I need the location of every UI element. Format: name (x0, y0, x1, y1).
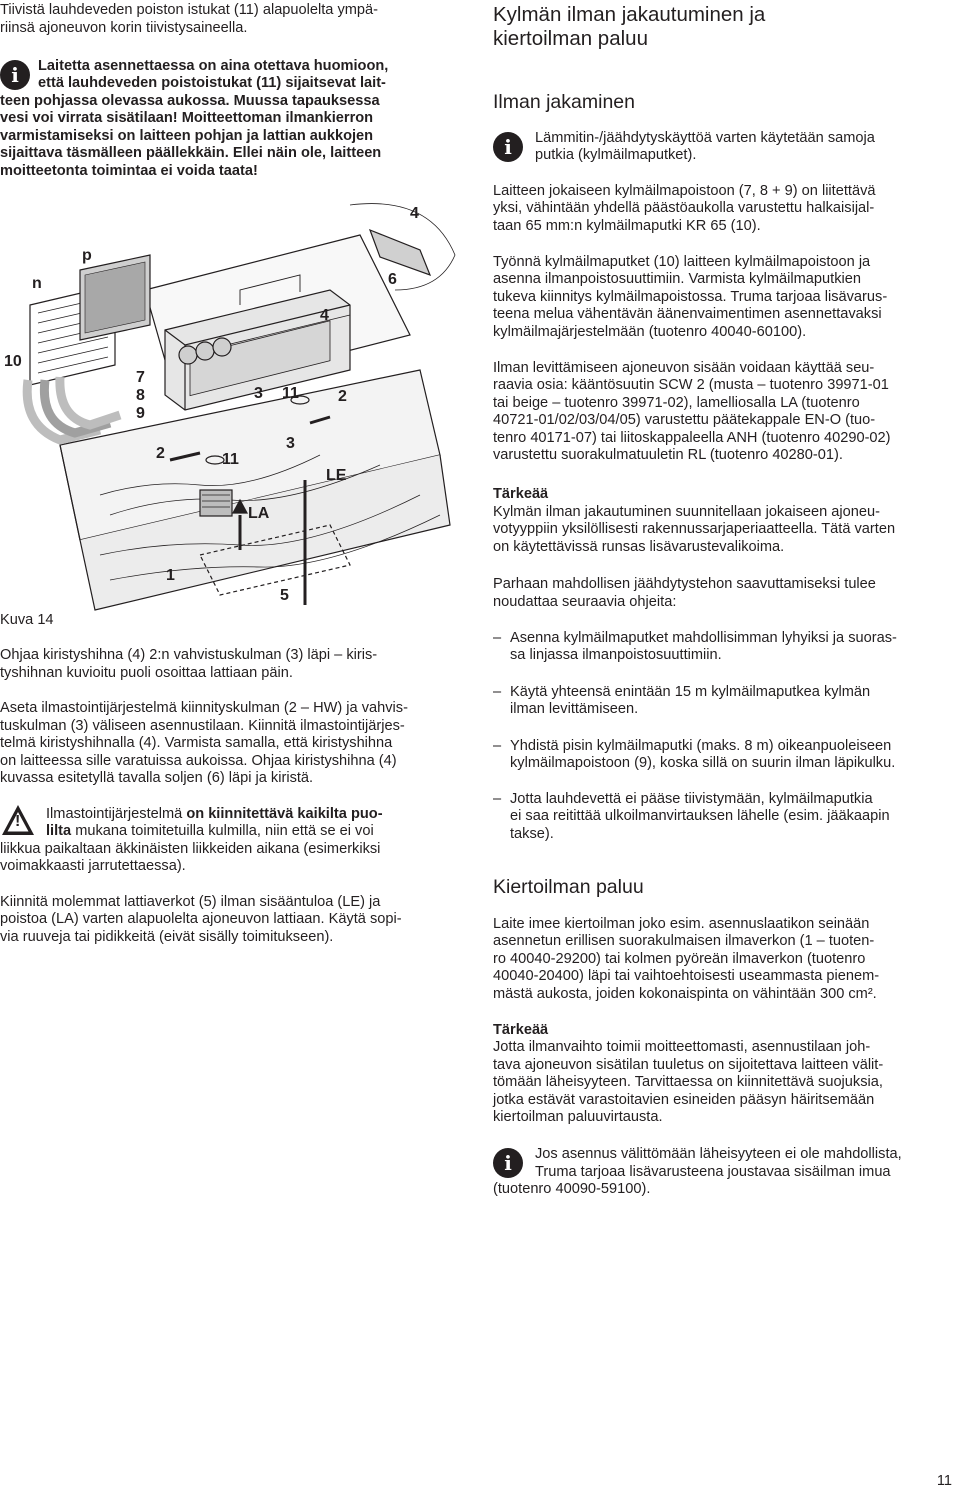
figure-label-3-top: 3 (254, 385, 263, 402)
important1-line-1: Kylmän ilman jakautuminen suunnitellaan jokaiseen ajoneu- (493, 504, 880, 520)
para1-line-1: Ohjaa kiristyshihna (4) 2:n vahvistuskulman (3) läpi – kiris- (0, 647, 378, 663)
p2-line-3: tukeva kiinnitys kylmäilmapoistossa. Truma tarjoaa lisävarus- (493, 289, 888, 305)
para3-line-2: poistoa (LA) varten alapuolelta ajoneuvon lattiaan. Käytä sopi- (0, 911, 402, 927)
p3-line-5: tenro 40171-07) tai liitoskappaleella ANH (tuotenro 40290-02) (493, 430, 891, 446)
p3-line-6: varustettu suorakulmatuuletin RL (tuotenro 40280-01). (493, 447, 843, 463)
warning-icon (0, 803, 36, 837)
intro-line-1: Tiivistä lauhdeveden poiston istukat (11) alapuolelta ympä- (0, 2, 379, 18)
figure-label-n: n (32, 275, 42, 292)
p5-line-1: Laite imee kiertoilman joko esim. asennuslaatikon seinään (493, 916, 870, 932)
figure-label-1: 1 (166, 567, 175, 584)
p5-line-3: ro 40040-29200) tai kolmen pyöreän ilmaverkon (tuotenro (493, 951, 866, 967)
info-bold-line-7: moitteetonta toimintaa ei voida taata! (0, 163, 258, 179)
para2-line-2: tuskulman (3) väliseen asennustilaan. Kiinnitä ilmastointijärjes- (0, 718, 405, 734)
subheading-return-air: Kiertoilman paluu (493, 876, 644, 898)
list-item (493, 630, 959, 665)
figure-caption: Kuva 14 (0, 612, 54, 628)
p2-line-5: kylmäilmajärjestelmään (tuotenro 40040-60100). (493, 324, 807, 340)
bullet-3-line-1: Yhdistä pisin kylmäilmaputki (maks. 8 m) oikeanpuoleiseen (510, 738, 892, 754)
info-icon: i (493, 1148, 523, 1178)
installation-figure (0, 195, 466, 615)
figure-label-11-top: 11 (282, 385, 299, 402)
p4-line-2: noudattaa seuraavia ohjeita: (493, 594, 677, 610)
important2-line-3: tömään läheisyyteen. Tarvittaessa on kiinnitettävä suojuksia, (493, 1074, 883, 1090)
para2-line-4: on laitteessa sille varatuissa aukoissa. Ohjaa kiristyshihna (4) (0, 753, 397, 769)
info2-line-2: Truma tarjoaa lisävarusteena joustavaa sisäilman imua (535, 1164, 891, 1180)
important2-line-2: tava ajoneuvon sisätilan tuuletus on sijoitettava laitteen välit- (493, 1057, 884, 1073)
dash-marker: – (493, 738, 502, 754)
p1-line-3: taan 65 mm:n kylmäilmaputki KR 65 (10). (493, 218, 761, 234)
figure-label-p: p (82, 247, 92, 264)
info1-line-2: putkia (kylmäilmaputket). (535, 147, 697, 163)
p2-line-4: teena melua vähentävän äänenvaimentimen asennettavaksi (493, 306, 882, 322)
para3-line-3: via ruuveja tai pidikkeitä (eivät sisälly toimitukseen). (0, 929, 334, 945)
info-icon: i (493, 132, 523, 162)
p5-line-4: 40040-20400) läpi tai vaihtoehtoisesti useammasta pienem- (493, 968, 880, 984)
dash-marker: – (493, 630, 502, 646)
para1-line-2: tyshihnan kuvioitu puoli osoittaa lattiaan päin. (0, 665, 293, 681)
bullet-1-line-1: Asenna kylmäilmaputket mahdollisimman lyhyiksi ja suoras- (510, 630, 897, 646)
p5-line-5: mästä aukosta, joiden kokonaispinta on vähintään 300 cm². (493, 986, 877, 1002)
section-title-line-2: kiertoilman paluu (493, 27, 648, 50)
info-bold-line-3: teen pohjassa olevassa aukossa. Muussa tapauksessa (0, 93, 380, 109)
figure-label-10: 10 (4, 353, 22, 370)
bullet-2-line-2: ilman levittämiseen. (510, 701, 639, 718)
subheading-air-distribution: Ilman jakaminen (493, 91, 635, 113)
bullet-4-line-1: Jotta lauhdevettä ei pääse tiivistymään, kylmäilmaputkia (510, 791, 873, 807)
para2-line-1: Aseta ilmastointijärjestelmä kiinnityskulman (2 – HW) ja vahvis- (0, 700, 408, 716)
para2-line-5: kuvassa esitetyllä tavalla soljen (6) läpi ja kiristä. (0, 770, 314, 786)
p3-line-2: raavia osia: kääntösuutin SCW 2 (musta – tuotenro 39971-01 (493, 377, 889, 393)
info-bold-line-5: varmistamiseksi on laitteen pohjan ja lattian aukkojen (0, 128, 374, 144)
info1-line-1: Lämmitin-/jäähdytyskäyttöä varten käytetään samoja (535, 130, 875, 146)
info2-line-3: (tuotenro 40090-59100). (493, 1181, 651, 1197)
figure-label-8: 8 (136, 387, 145, 404)
p4-line-1: Parhaan mahdollisen jäähdytystehon saavuttamiseksi tulee (493, 576, 876, 592)
figure-label-5: 5 (280, 587, 289, 604)
p2-line-2: asenna ilmanpoistosuuttimiin. Varmista kylmäilmaputkien (493, 271, 861, 287)
dash-marker: – (493, 791, 502, 807)
warning-line-1: Ilmastointijärjestelmä on kiinnitettävä kaikilta puo- (46, 806, 383, 822)
p5-line-2: asennetun erillisen suorakulmaisen ilmaverkon (1 – tuoten- (493, 933, 875, 949)
important2-line-4: jotka estävät varastoitavien esineiden pääsyn häiritsemään (493, 1092, 875, 1108)
figure-label-3-bottom: 3 (286, 435, 295, 452)
para2-line-3: telmä kiristyshihnalla (4). Varmista samalla, että kiristyshihna (0, 735, 393, 751)
info-icon: i (0, 60, 30, 90)
info-bold-line-6: sijaittava täsmälleen päällekkäin. Ellei näin ole, laitteen (0, 145, 382, 161)
page-number: 11 (936, 1473, 952, 1489)
installation-drawing (0, 195, 466, 615)
info2-line-1: Jos asennus välittömään läheisyyteen ei ole mahdollista, (535, 1146, 902, 1162)
bullet-2-line-1: Käytä yhteensä enintään 15 m kylmäilmaputkea kylmän (510, 684, 871, 700)
bullet-1-line-2: sa linjassa ilmanpoistosuuttimiin. (510, 647, 722, 664)
p2-line-1: Työnnä kylmäilmaputket (10) laitteen kylmäilmapoistoon ja (493, 254, 871, 270)
bullet-3-line-2: kylmäilmapoistoon (9), koska sillä on suurin ilman läpikulku. (510, 755, 896, 772)
bullet-4-line-2: ei saa reitittää ulkoilmanvirtauksen lähelle (esim. jääkaapin (510, 808, 890, 825)
warning-line-3: liikkua paikaltaan äkkinäisten liikkeiden aikana (esimerkiksi (0, 841, 381, 857)
p1-line-1: Laitteen jokaiseen kylmäilmapoistoon (7, 8 + 9) on liitettävä (493, 183, 876, 199)
warning-line-2: lilta mukana toimitetuilla kulmilla, niin että se ei voi (46, 823, 374, 839)
dash-marker: – (493, 684, 502, 700)
important-2-heading: Tärkeää (493, 1022, 549, 1038)
figure-label-11-bottom: 11 (222, 451, 239, 468)
important-1-heading: Tärkeää (493, 486, 549, 502)
figure-label-6: 6 (388, 271, 397, 288)
para3-line-1: Kiinnitä molemmat lattiaverkot (5) ilman sisääntuloa (LE) ja (0, 894, 381, 910)
figure-label-2-right: 2 (338, 388, 347, 405)
figure-label-le: LE (326, 467, 347, 484)
list-item (493, 791, 959, 843)
warning-line-4: voimakkaasti jarrutettaessa). (0, 858, 186, 874)
figure-label-9: 9 (136, 405, 145, 422)
important2-line-5: kiertoilman paluuvirtausta. (493, 1109, 663, 1125)
section-title-line-1: Kylmän ilman jakautuminen ja (493, 3, 766, 26)
info-bold-line-2: että lauhdeveden poistoistukat (11) sijaitsevat lait- (38, 75, 386, 91)
p3-line-1: Ilman levittämiseen ajoneuvon sisään voidaan käyttää seu- (493, 360, 875, 376)
important1-line-2: votyyppiin yksilöllisesti rakennussarjaperiaatteella. Tätä varten (493, 521, 896, 537)
important2-line-1: Jotta ilmanvaihto toimii moitteettomasti, asennustilaan joh- (493, 1039, 871, 1055)
figure-label-7: 7 (136, 369, 145, 386)
bullet-4-line-3: takse). (510, 825, 554, 842)
figure-label-4-lower: 4 (320, 307, 329, 324)
p3-line-4: 40721-01/02/03/04/05) varustettu päätekappale EN-O (tuo- (493, 412, 876, 428)
info-bold-line-1: Laitetta asennettaessa on aina otettava huomioon, (38, 58, 389, 74)
important1-line-3: on käytettävissä runsas lisävarustevalikoima. (493, 539, 785, 555)
p1-line-2: yksi, vähintään yhdellä päästöaukolla varustettu halkaisijal- (493, 200, 875, 216)
info-bold-line-4: vesi voi virrata sisätilaan! Moitteettoman ilmankierron (0, 110, 374, 126)
list-item (493, 684, 959, 719)
list-item (493, 738, 959, 773)
warning-glyph: ! (15, 813, 21, 830)
intro-line-2: riinsä ajoneuvon korin tiivistysaineella. (0, 20, 248, 36)
figure-label-4-upper: 4 (410, 205, 419, 222)
figure-label-2-left: 2 (156, 445, 165, 462)
figure-label-la: LA (248, 505, 270, 522)
p3-line-3: tai beige – tuotenro 39971-02), lamelliosalla LA (tuotenro (493, 395, 860, 411)
